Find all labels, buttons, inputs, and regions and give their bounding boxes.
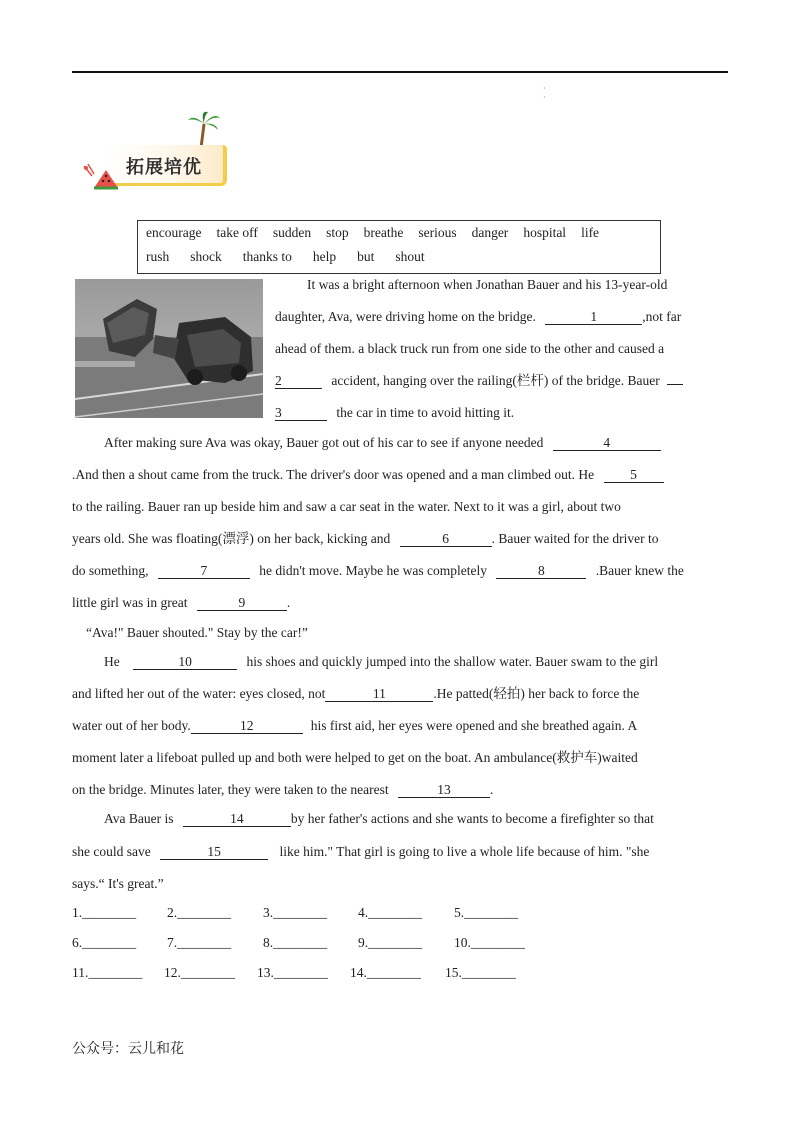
answer-slot[interactable]: 9.________ (358, 935, 423, 950)
passage-line (104, 810, 654, 828)
text: It was a bright afternoon when Jonathan Bauer and his 13-year-old (307, 277, 668, 292)
blank-10[interactable]: 10 (133, 654, 237, 670)
text: .He patted(轻拍) her back to force the (433, 686, 640, 701)
passage-line (104, 653, 658, 671)
text: . Bauer waited for the driver to (491, 531, 659, 546)
word: encourage (146, 225, 202, 240)
blank-2[interactable]: 2 (275, 373, 322, 389)
word: serious (418, 225, 457, 240)
passage-line (72, 530, 658, 548)
footer-note: 公众号：云儿和花 (72, 1041, 184, 1057)
passage-line (72, 685, 639, 703)
text: he didn't move. Maybe he was completely (259, 563, 487, 578)
blank-14[interactable]: 14 (183, 811, 291, 827)
answer-slot[interactable]: 13.________ (257, 965, 328, 980)
word: sudden (272, 225, 312, 240)
answer-slot[interactable]: 15.________ (445, 965, 516, 980)
blank-15[interactable]: 15 (160, 844, 268, 860)
passage-line (72, 749, 638, 767)
word: shock (190, 249, 222, 264)
answer-slot[interactable]: 7.________ (167, 935, 232, 950)
passage-line (72, 717, 637, 735)
answer-slot[interactable]: 12.________ (164, 965, 235, 980)
text: little girl was in great (72, 595, 188, 610)
blank-8[interactable]: 8 (496, 563, 586, 579)
text: moment later a lifeboat pulled up and both were helped to get on the boat. An ambulance(救护车)waited (72, 750, 638, 765)
word: help (312, 249, 337, 264)
text: .And then a shout came from the truck. The driver's door was opened and a man climbed out. He (72, 467, 595, 482)
answer-slot[interactable]: 1.________ (72, 905, 137, 920)
answer-slot[interactable]: 6.________ (72, 935, 137, 950)
answer-slot[interactable]: 3.________ (263, 905, 328, 920)
answer-slot[interactable]: 2.________ (167, 905, 232, 920)
text: accident, hanging over the railing(栏杆) of the bridge. Bauer (331, 373, 660, 388)
answer-row-3 (72, 965, 516, 981)
section-banner (78, 110, 243, 192)
passage-line (72, 498, 621, 516)
passage-line (275, 308, 681, 326)
word-bank (137, 220, 661, 274)
text: Ava Bauer is (104, 811, 174, 826)
palm-tree-icon (186, 110, 222, 150)
passage-line (72, 562, 684, 580)
text: ,not far (642, 309, 682, 324)
passage-line (307, 276, 667, 294)
text: years old. She was floating(漂浮) on her back, kicking and (72, 531, 391, 546)
word: take off (216, 225, 258, 240)
text: . (489, 782, 494, 797)
answer-slot[interactable]: 5.________ (454, 905, 519, 920)
answer-row-1 (72, 905, 518, 921)
passage-line (275, 372, 683, 390)
passage-line (72, 875, 164, 893)
passage-line (72, 594, 290, 612)
blank-7[interactable]: 7 (158, 563, 250, 579)
blank-12[interactable]: 12 (191, 718, 303, 734)
blank-6[interactable]: 6 (400, 531, 492, 547)
answer-slot[interactable]: 8.________ (263, 935, 328, 950)
text: and lifted her out of the water: eyes closed, not (72, 686, 326, 701)
blank-4[interactable]: 4 (553, 435, 661, 451)
passage-line (104, 434, 661, 452)
text: “Ava!" Bauer shouted." Stay by the car!” (86, 625, 308, 640)
text: she could save (72, 844, 151, 859)
truck-crash-photo (75, 279, 263, 418)
banner-title: 拓展培优 (126, 157, 202, 178)
word: stop (326, 225, 349, 240)
text: says.“ It's great.” (72, 876, 164, 891)
text: ahead of them. a black truck run from one side to the other and caused a (275, 341, 665, 356)
blank-13[interactable]: 13 (398, 782, 490, 798)
word: hospital (523, 225, 567, 240)
text: . (286, 595, 291, 610)
passage-line (275, 404, 514, 422)
answer-slot[interactable]: 11.________ (72, 965, 143, 980)
word: breathe (363, 225, 404, 240)
text: to the railing. Bauer ran up beside him and saw a car seat in the water. Next to it was a girl, about two (72, 499, 621, 514)
word-bank-row-1 (146, 225, 599, 241)
answer-slot[interactable]: 10.________ (454, 935, 525, 950)
word: but (357, 249, 375, 264)
blank-5[interactable]: 5 (604, 467, 664, 483)
text: daughter, Ava, were driving home on the bridge. (275, 309, 536, 324)
passage-line (72, 843, 649, 861)
word: life (581, 225, 600, 240)
word: rush (146, 249, 170, 264)
watermelon-icon (82, 162, 122, 192)
text: do something, (72, 563, 149, 578)
passage-line (72, 466, 664, 484)
word: danger (471, 225, 509, 240)
text: by her father's actions and she wants to become a firefighter so that (290, 811, 654, 826)
text: .Bauer knew the (595, 563, 684, 578)
answer-row-2 (72, 935, 525, 951)
text: water out of her body. (72, 718, 191, 733)
passage-line (275, 340, 664, 358)
passage-line (72, 781, 493, 799)
text: He (104, 654, 120, 669)
text: like him." That girl is going to live a whole life because of him. "she (279, 844, 650, 859)
header-marks: · · (543, 84, 546, 102)
blank-9[interactable]: 9 (197, 595, 287, 611)
text: his shoes and quickly jumped into the shallow water. Bauer swam to the girl (246, 654, 659, 669)
passage-line (86, 624, 308, 642)
word: shout (395, 249, 425, 264)
text: After making sure Ava was okay, Bauer got out of his car to see if anyone needed (104, 435, 544, 450)
header-rule (72, 71, 728, 73)
word-bank-row-2 (146, 249, 425, 265)
text: on the bridge. Minutes later, they were taken to the nearest (72, 782, 389, 797)
blank-3-start (667, 384, 683, 385)
answer-slot[interactable]: 14.________ (350, 965, 421, 980)
text: the car in time to avoid hitting it. (336, 405, 515, 420)
word: thanks to (242, 249, 292, 264)
answer-slot[interactable]: 4.________ (358, 905, 423, 920)
blank-1[interactable]: 1 (545, 309, 642, 325)
text: his first aid, her eyes were opened and she breathed again. A (310, 718, 638, 733)
blank-11[interactable]: 11 (325, 686, 433, 702)
blank-3[interactable]: 3 (275, 405, 327, 421)
